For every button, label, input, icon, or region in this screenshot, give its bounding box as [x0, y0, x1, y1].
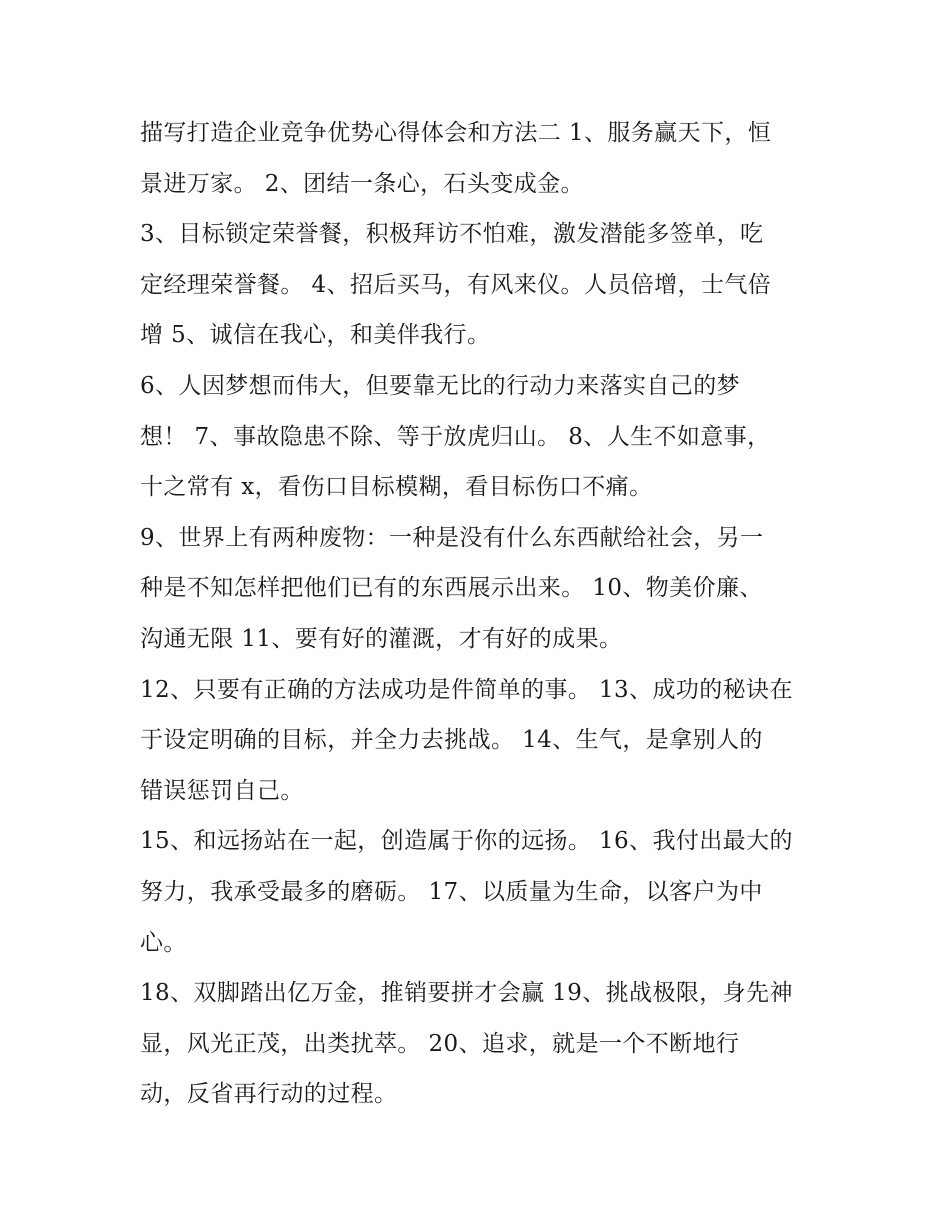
- text-line: 心。: [140, 929, 187, 956]
- text-line: 种是不知怎样把他们已有的东西展示出来。 10、物美价廉、: [140, 575, 763, 602]
- text-line: 努力，我承受最多的磨砺。 17、以质量为生命，以客户为中: [140, 878, 763, 905]
- text-line: 动，反省再行动的过程。: [140, 1081, 398, 1108]
- text-line: 12、只要有正确的方法成功是件简单的事。 13、成功的秘诀在: [140, 676, 793, 703]
- text-line: 增 5、诚信在我心，和美伴我行。: [140, 322, 491, 349]
- text-line: 定经理荣誉餐。 4、招后买马，有风来仪。人员倍增，士气倍: [140, 271, 772, 298]
- text-line: 错误惩罚自己。: [140, 777, 304, 804]
- text-line: 18、双脚踏出亿万金，推销要拼才会赢 19、挑战极限，身先神: [140, 980, 793, 1007]
- text-line: 于设定明确的目标，并全力去挑战。 14、生气，是拿别人的: [140, 727, 763, 754]
- text-line: 景进万家。 2、团结一条心，石头变成金。: [140, 170, 584, 197]
- text-line: 15、和远扬站在一起，创造属于你的远扬。 16、我付出最大的: [140, 828, 793, 855]
- text-line: 6、人因梦想而伟大，但要靠无比的行动力来落实自己的梦: [140, 372, 741, 399]
- text-line: 9、世界上有两种废物：一种是没有什么东西献给社会，另一: [140, 524, 764, 551]
- text-line: 显，风光正茂，出类扰萃。 20、追求，就是一个不断地行: [140, 1030, 740, 1057]
- text-line: 十之常有 x，看伤口目标模糊，看目标伤口不痛。: [140, 474, 653, 501]
- text-line: 描写打造企业竞争优势心得体会和方法二 1、服务赢天下，恒: [140, 120, 772, 146]
- text-line: 想！ 7、事故隐患不除、等于放虎归山。 8、人生不如意事，: [140, 423, 771, 450]
- document-body: [140, 108, 810, 1120]
- text-line: 3、目标锁定荣誉餐，积极拜访不怕难，激发潜能多签单，吃: [140, 221, 764, 248]
- text-line: 沟通无限 11、要有好的灌溉，才有好的成果。: [140, 625, 623, 652]
